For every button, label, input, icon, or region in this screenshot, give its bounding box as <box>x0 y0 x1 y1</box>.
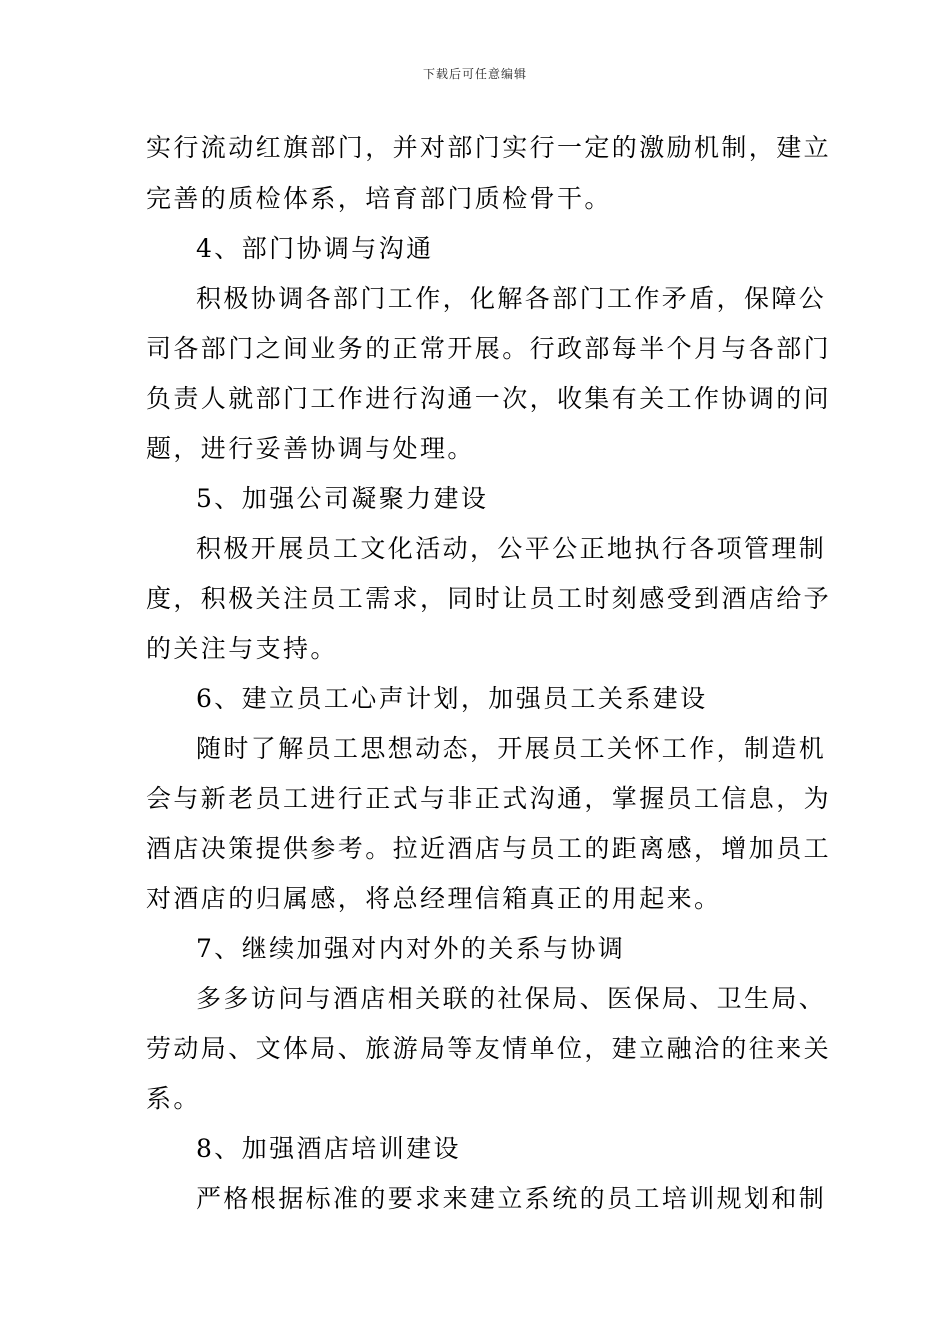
body-line: 酒店决策提供参考。拉近酒店与员工的距离感，增加员工 <box>146 834 832 863</box>
body-line: 题，进行妥善协调与处理。 <box>146 434 475 463</box>
section-heading: 5、加强公司凝聚力建设 <box>196 484 489 513</box>
body-line: 会与新老员工进行正式与非正式沟通，掌握员工信息，为 <box>146 784 832 813</box>
body-line: 劳动局、文体局、旅游局等友情单位，建立融洽的往来关 <box>146 1034 832 1063</box>
body-line: 随时了解员工思想动态，开展员工关怀工作，制造机 <box>196 734 827 763</box>
body-line: 严格根据标准的要求来建立系统的员工培训规划和制 <box>196 1184 827 1213</box>
page-header-note: 下载后可任意编辑 <box>422 67 527 81</box>
body-line: 负责人就部门工作进行沟通一次，收集有关工作协调的问 <box>146 384 832 413</box>
body-line: 实行流动红旗部门，并对部门实行一定的激励机制，建立 <box>146 133 832 162</box>
body-line: 对酒店的归属感，将总经理信箱真正的用起来。 <box>146 884 722 913</box>
body-line: 度，积极关注员工需求，同时让员工时刻感受到酒店给予 <box>146 584 832 613</box>
body-line: 多多访问与酒店相关联的社保局、医保局、卫生局、 <box>196 984 827 1013</box>
body-line: 积极开展员工文化活动，公平公正地执行各项管理制 <box>196 534 827 563</box>
body-line: 的关注与支持。 <box>146 634 338 663</box>
section-heading: 8、加强酒店培训建设 <box>196 1134 461 1163</box>
section-heading: 6、建立员工心声计划，加强员工关系建设 <box>196 684 708 713</box>
body-line: 完善的质检体系，培育部门质检骨干。 <box>146 184 612 213</box>
section-heading: 7、继续加强对内对外的关系与协调 <box>196 934 626 963</box>
body-line: 积极协调各部门工作，化解各部门工作矛盾，保障公 <box>196 284 827 313</box>
section-heading: 4、部门协调与沟通 <box>196 234 434 263</box>
body-line: 司各部门之间业务的正常开展。行政部每半个月与各部门 <box>146 334 832 363</box>
body-line: 系。 <box>146 1084 201 1113</box>
